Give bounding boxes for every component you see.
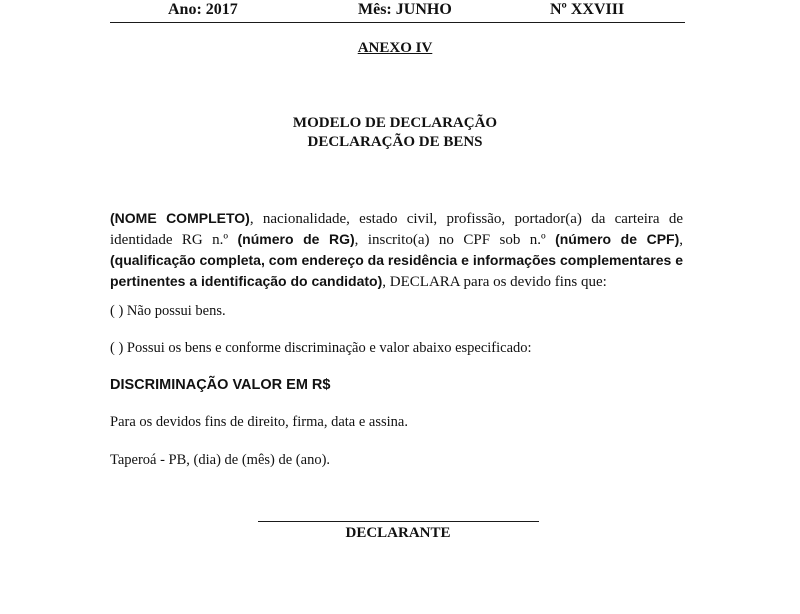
declaration-paragraph	[110, 208, 683, 292]
header-year: Ano: 2017	[168, 1, 238, 18]
declaration-text-3: ,	[679, 232, 683, 248]
declaration-text-4: , DECLARA para os devido fins que:	[382, 274, 607, 290]
declaration-text-1: , nacionalidade, estado civil, profissão, portador(a) da carteira de identidade RG n.º	[110, 211, 684, 248]
option-no-assets: ( ) Não possui bens.	[110, 303, 226, 319]
signature-label: DECLARANTE	[345, 525, 451, 541]
title-declaration: DECLARAÇÃO DE BENS	[307, 134, 483, 150]
annex-title: ANEXO IV	[357, 40, 433, 56]
document-titles	[0, 114, 790, 152]
title-model: MODELO DE DECLARAÇÃO	[292, 115, 498, 131]
place-and-date: Taperoá - PB, (dia) de (mês) de (ano).	[110, 452, 331, 468]
header-month: Mês: JUNHO	[358, 1, 452, 18]
assets-value-heading: DISCRIMINAÇÃO VALOR EM R$	[110, 377, 331, 393]
placeholder-cpf: (número de CPF)	[555, 231, 680, 247]
placeholder-name: (NOME COMPLETO)	[110, 210, 250, 226]
option-has-assets: ( ) Possui os bens e conforme discriminação e valor abaixo especificado:	[110, 340, 532, 356]
annex-heading	[0, 40, 790, 57]
legal-purposes-text: Para os devidos fins de direito, firma, data e assina.	[110, 414, 408, 430]
page-header	[110, 0, 685, 23]
declaration-text-2: , inscrito(a) no CPF sob n.º	[354, 232, 556, 248]
header-issue-number: Nº XXVIII	[550, 1, 625, 18]
signature-line	[258, 521, 539, 522]
placeholder-qualification: (qualificação completa, com endereço da residência e informações complementares e pertinentes a identificação do candidato)	[110, 252, 683, 289]
placeholder-rg: (número de RG)	[237, 231, 355, 247]
